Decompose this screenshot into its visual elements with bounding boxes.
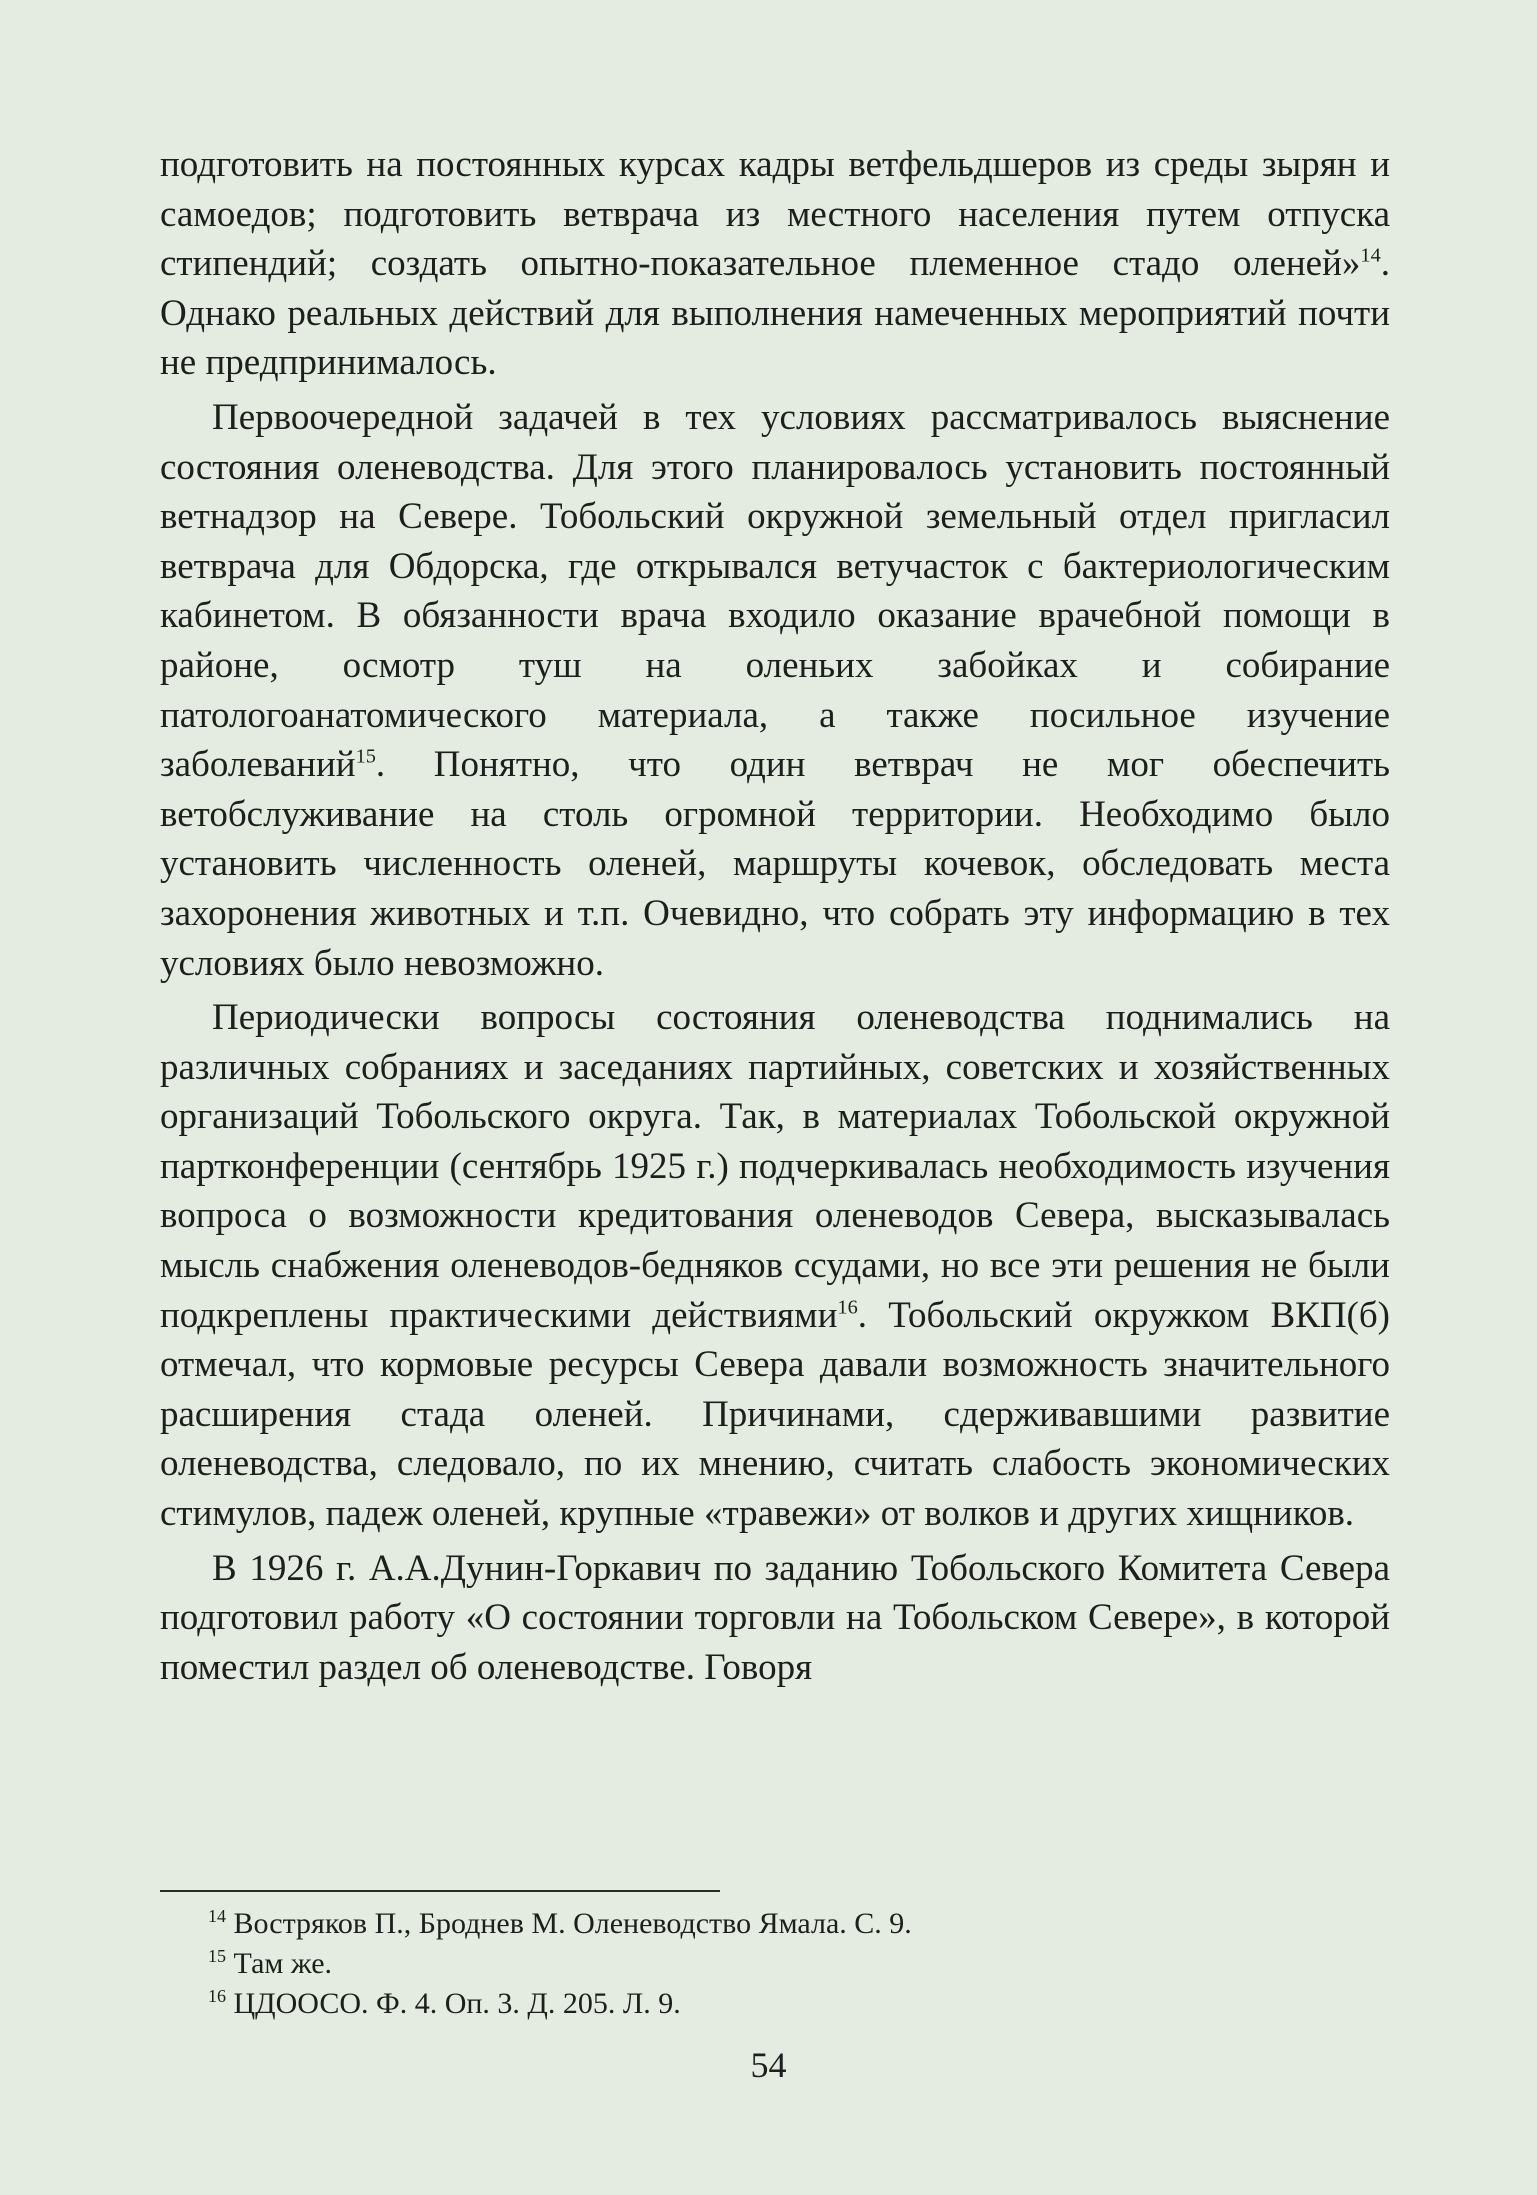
footnote-ref: 15 <box>355 745 376 768</box>
page-number: 54 <box>750 2045 787 2085</box>
paragraph-text: . Понятно, что один ветврач не мог обеспечить ветобслуживание на столь огромной территории. Необходимо было установить численность оленей, маршруты кочевок, обследовать места захоронения животных и т.п. Очевидно, что собрать эту информацию в тех условиях было невозможно. <box>160 744 1390 984</box>
paragraph-text: подготовить на постоянных курсах кадры ветфельдшеров из среды зырян и самоедов; подготовить ветврача из местного населения путем отпуска стипендий; создать опытно-показательное племенное стадо оленей» <box>160 144 1390 285</box>
footnote <box>208 1904 1308 1944</box>
footnote <box>208 1984 1308 2024</box>
footnotes <box>208 1904 1308 2024</box>
paragraph-text: . Тобольский окружком ВКП(б) отмечал, что кормовые ресурсы Севера давали возможность значительного расширения стада оленей. Причинами, сдерживавшими развитие оленеводства, следовало, по их мнению, считать слабость экономических стимулов, падеж оленей, крупные «травежи» от волков и других хищников. <box>160 1294 1391 1535</box>
footnote-number: 16 <box>208 1986 226 2006</box>
footnote-text: ЦДООСО. Ф. 4. Оп. 3. Д. 205. Л. 9. <box>233 1987 681 2020</box>
paragraph-text: . Однако реальных действий для выполнения намеченных мероприятий почти не предпринималось. <box>160 243 1390 384</box>
paragraph-text: В 1926 г. А.А.Дунин-Горкавич по заданию Тобольского Комитета Севера подготовил работу «О состоянии торговли на Тобольском Севере», в которой поместил раздел об оленеводстве. Говоря <box>160 1547 1390 1688</box>
footnote-ref: 16 <box>837 1296 858 1319</box>
paragraph <box>160 140 1390 388</box>
footnote-number: 14 <box>208 1906 226 1926</box>
footnote-text: Востряков П., Броднев М. Оленеводство Ямала. С. 9. <box>233 1907 912 1940</box>
footnote-separator <box>160 1890 720 1892</box>
paragraph <box>160 993 1390 1539</box>
footnote <box>208 1944 1308 1984</box>
body-text <box>160 140 1390 1697</box>
paragraph-text: Первоочередной задачей в тех условиях рассматривалось выяснение состояния оленеводства. Для этого планировалось установить постоянный ветнадзор на Севере. Тобольский окружной земельный отдел пригласил ветврача для Обдорска, где открывался ветучасток с бактериологическим кабинетом. В обязанности врача входило оказание врачебной помощи в районе, осмотр туш на оленьих забойках и собирание патологоанатомического материала, а также посильное изучение заболеваний <box>160 396 1390 786</box>
paragraph-text: Периодически вопросы состояния оленеводства поднимались на различных собраниях и заседаниях партийных, советских и хозяйственных организаций Тобольского округа. Так, в материалах Тобольской окружной партконференции (сентябрь 1925 г.) подчеркивалась необходимость изучения вопроса о возможности кредитования оленеводов Севера, высказывалась мысль снабжения оленеводов-бедняков ссудами, но все эти решения не были подкреплены практическими действиями <box>160 997 1390 1336</box>
footnote-number: 15 <box>208 1946 226 1966</box>
footnote-ref: 14 <box>1360 244 1381 267</box>
paragraph <box>160 393 1390 988</box>
paragraph <box>160 1544 1390 1693</box>
footnote-text: Там же. <box>233 1947 333 1980</box>
